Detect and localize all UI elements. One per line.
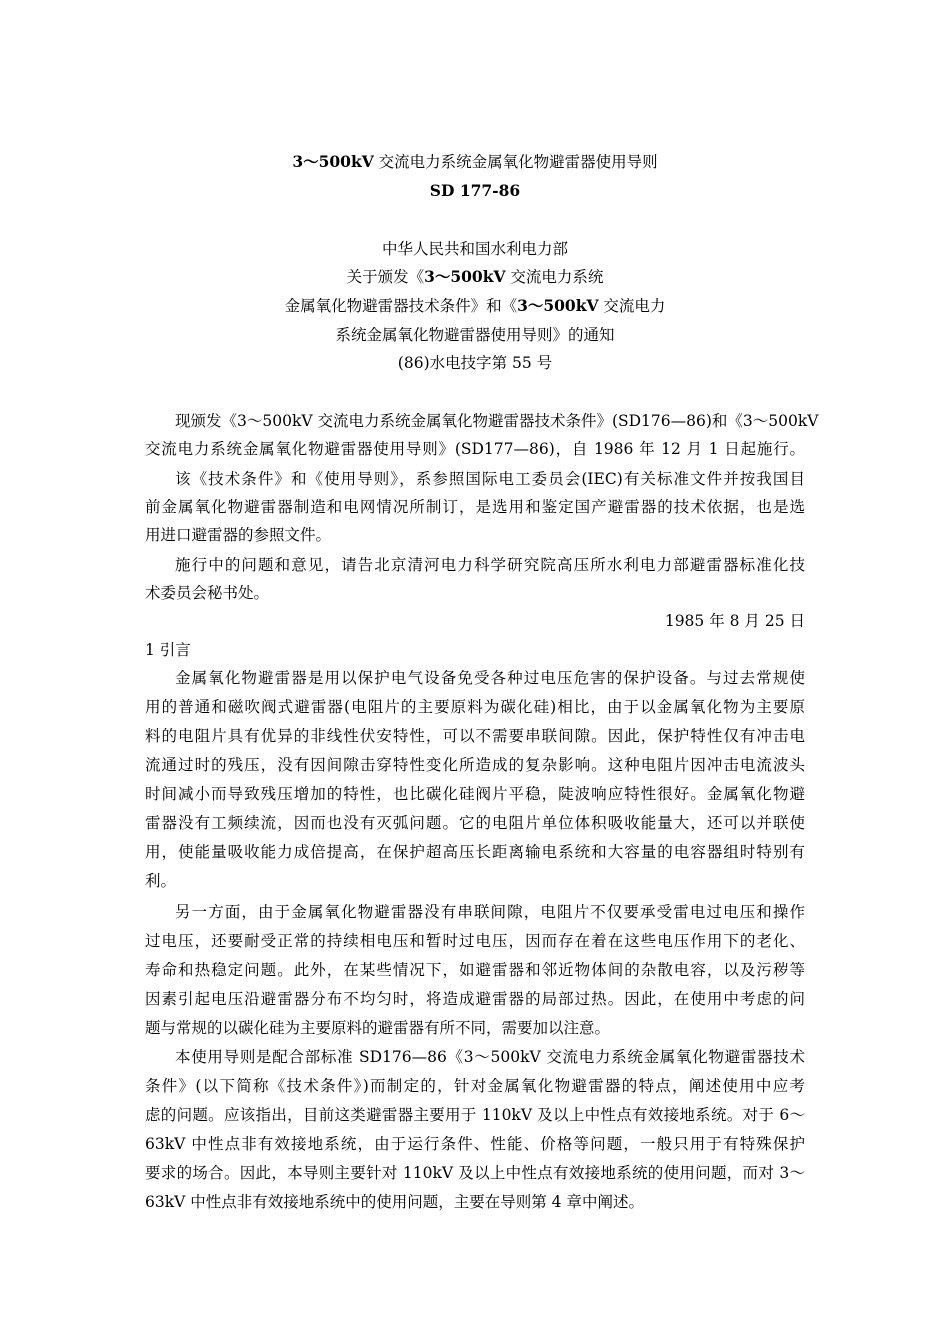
- body-line: 题与常规的以碳化硅为主要原料的避雷器有所不同，需要加以注意。: [145, 1019, 611, 1037]
- body-line: 用，使能量吸收能力成倍提高，在保护超高压长距离输电系统和大容量的电容器组时特别有: [145, 843, 805, 861]
- body-line: 利。: [145, 872, 177, 890]
- notice-title-line-4: 系统金属氧化物避雷器使用导则》的通知: [335, 326, 615, 344]
- notice-title-text: 交流电力系统: [505, 268, 604, 286]
- body-line: 本使用导则是配合部标准 SD176—86《3～500kV 交流电力系统金属氧化物避雷器技术: [175, 1048, 805, 1066]
- notice-body-line: 交流电力系统金属氧化物避雷器使用导则》(SD177—86)，自 1986 年 12 月 1 日起施行。: [145, 440, 805, 458]
- body-line: 雷器没有工频续流，因而也没有灭弧问题。它的电阻片单位体积吸收能量大，还可以并联使: [145, 814, 805, 832]
- notice-date: 1985 年 8 月 25 日: [664, 612, 805, 630]
- body-line: 63kV 中性点非有效接地系统，由于运行条件、性能、价格等问题，一般只用于有特殊保护: [145, 1135, 805, 1153]
- title-voltage-range: 3～500kV: [292, 152, 374, 171]
- title-text: 交流电力系统金属氧化物避雷器使用导则: [373, 153, 658, 171]
- notice-issuer: 中华人民共和国水利电力部: [381, 240, 568, 258]
- notice-title-voltage: 3～500kV: [424, 267, 506, 286]
- body-line: 流通过时的残压，没有因间隙击穿特性变化所造成的复杂影响。这种电阻片因冲击电流波头: [145, 756, 805, 774]
- body-line: 要求的场合。因此，本导则主要针对 110kV 及以上中性点有效接地系统的使用问题，而对 3～: [145, 1164, 805, 1182]
- notice-title-text: 交流电力: [598, 297, 666, 315]
- notice-title-text: 金属氧化物避雷器技术条件》和《: [284, 297, 518, 315]
- body-line: 时间减小而导致残压增加的特性，也比碳化硅阀片平稳，陡波响应特性很好。金属氧化物避: [145, 785, 805, 803]
- standard-code: SD 177-86: [429, 181, 521, 200]
- notice-body-line: 该《技术条件》和《使用导则》，系参照国际电工委员会(IEC)有关标准文件并按我国目: [175, 470, 805, 488]
- notice-doc-number: (86)水电技字第 55 号: [397, 354, 553, 372]
- body-line: 虑的问题。应该指出，目前这类避雷器主要用于 110kV 及以上中性点有效接地系统。对于 6～: [145, 1106, 805, 1124]
- notice-body-line: 施行中的问题和意见，请告北京清河电力科学研究院高压所水利电力部避雷器标准化技: [175, 556, 805, 574]
- notice-title-voltage: 3～500kV: [517, 296, 599, 315]
- body-line: 用的普通和磁吹阀式避雷器(电阻片的主要原料为碳化硅)相比，由于以金属氧化物为主要原: [145, 698, 805, 716]
- body-line: 寿命和热稳定问题。此外，在某些情况下，如避雷器和邻近物体间的杂散电容，以及污秽等: [145, 961, 805, 979]
- body-line: 料的电阻片具有优异的非线性伏安特性，可以不需要串联间隙。因此，保护特性仅有冲击电: [145, 727, 805, 745]
- body-line: 金属氧化物避雷器是用以保护电气设备免受各种过电压危害的保护设备。与过去常规使: [175, 669, 805, 687]
- body-line: 另一方面，由于金属氧化物避雷器没有串联间隙，电阻片不仅要承受雷电过电压和操作: [175, 903, 805, 921]
- notice-title-line-2: [0, 267, 950, 287]
- notice-body-line: 现颁发《3～500kV 交流电力系统金属氧化物避雷器技术条件》(SD176—86)和《3～500kV: [175, 412, 819, 430]
- body-line: 过电压，还要耐受正常的持续相电压和暂时过电压，因而存在着在这些电压作用下的老化、: [145, 932, 805, 950]
- body-line: 条件》(以下简称《技术条件》)而制定的，针对金属氧化物避雷器的特点，阐述使用中应考: [145, 1077, 805, 1095]
- body-line: 因素引起电压沿避雷器分布不均匀时，将造成避雷器的局部过热。因此，在使用中考虑的问: [145, 990, 805, 1008]
- document-title: [0, 152, 950, 172]
- body-line: 63kV 中性点非有效接地系统中的使用问题，主要在导则第 4 章中阐述。: [145, 1193, 644, 1211]
- section-heading: 1 引言: [145, 641, 191, 659]
- notice-body-line: 用进口避雷器的参照文件。: [145, 526, 332, 544]
- notice-body-line: 前金属氧化物避雷器制造和电网情况所制订，是选用和鉴定国产避雷器的技术依据，也是选: [145, 498, 805, 516]
- notice-title-line-3: [0, 296, 950, 316]
- notice-body-line: 术委员会秘书处。: [145, 584, 270, 602]
- notice-title-text: 关于颁发《: [346, 268, 425, 286]
